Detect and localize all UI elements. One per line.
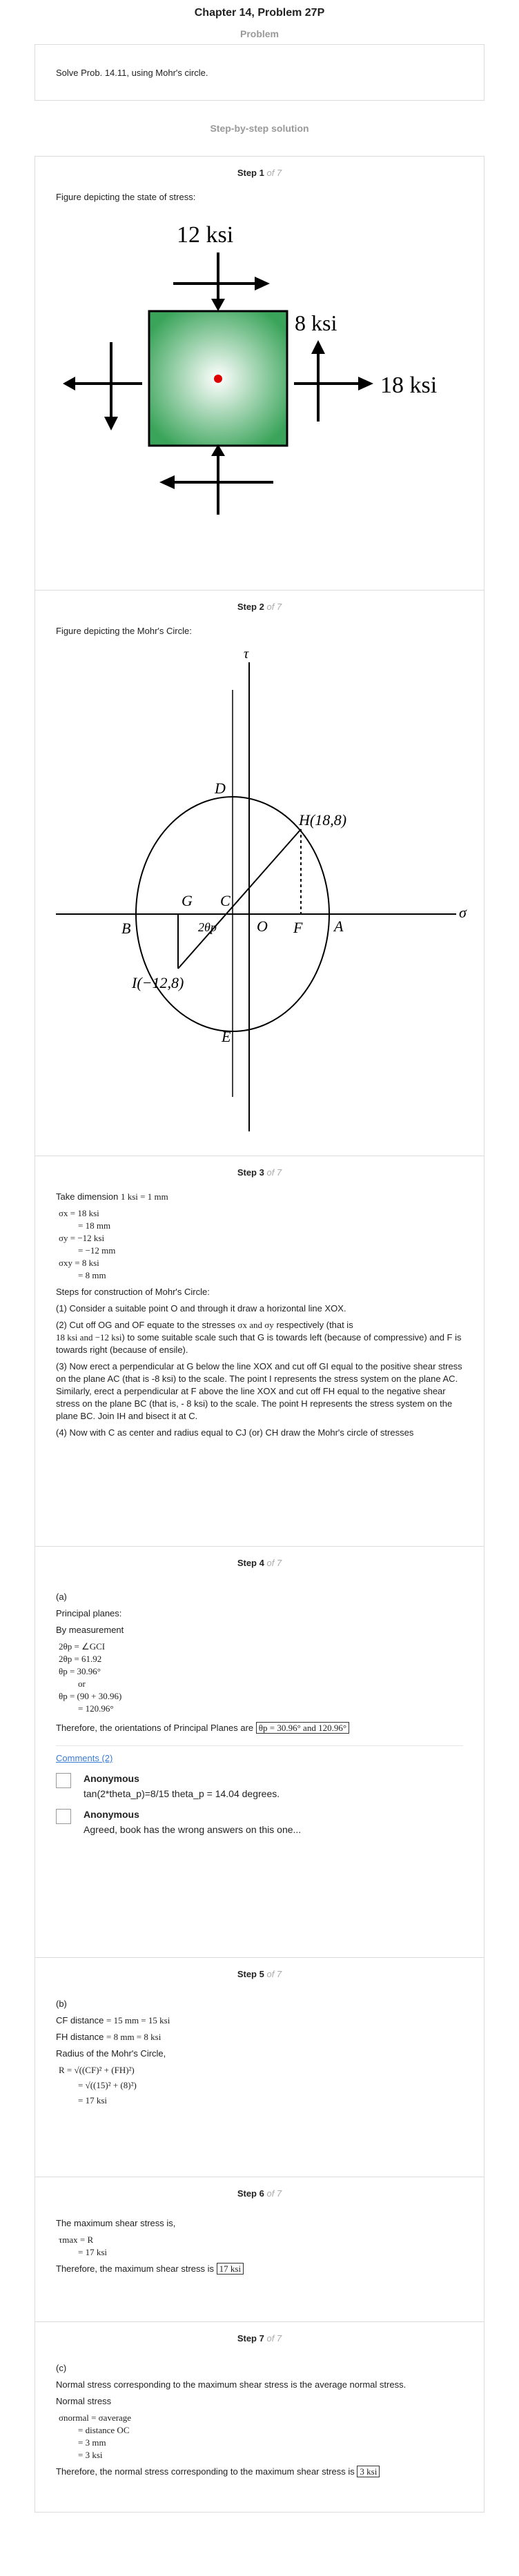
divider <box>56 1745 463 1746</box>
point-o: O <box>257 918 268 935</box>
step-label: Step 6 <box>237 2188 264 2199</box>
step-label: Step 5 <box>237 1969 264 1979</box>
comment-item <box>56 1809 463 1835</box>
sigma-label: σ <box>459 904 467 921</box>
take-dimension-math: 1 ksi = 1 mm <box>120 1191 168 1202</box>
avatar[interactable] <box>56 1773 71 1788</box>
step-2 <box>35 590 484 1156</box>
step-of: of 7 <box>266 2188 282 2199</box>
part-label: (b) <box>56 1999 67 2009</box>
tau-label: τ <box>244 646 249 662</box>
label-12ksi: 12 ksi <box>177 222 234 248</box>
equation-line: σnormal = σaverage <box>59 2412 132 2423</box>
step-of: of 7 <box>266 602 282 612</box>
step-of: of 7 <box>266 1167 282 1178</box>
equation-line: = 17 ksi <box>78 2247 108 2257</box>
step-label: Step 4 <box>237 1558 264 1568</box>
label-18ksi: 18 ksi <box>380 373 438 398</box>
label-8ksi: 8 ksi <box>295 310 337 335</box>
point-a: A <box>334 918 344 935</box>
step6-equations <box>59 2234 463 2259</box>
equation-line: σy = −12 ksi <box>59 1233 105 1243</box>
equation-line: R = √((CF)² + (FH)²) <box>59 2065 135 2075</box>
step-of: of 7 <box>266 168 282 178</box>
equation-line: or <box>78 1678 86 1689</box>
radius-label: Radius of the Mohr's Circle, <box>56 2048 166 2059</box>
point-g: G <box>182 892 193 909</box>
step-6 <box>35 2177 484 2321</box>
avatar[interactable] <box>56 1809 71 1824</box>
cf-math: = 15 mm = 15 ksi <box>106 2015 170 2025</box>
principal-planes-label: Principal planes: <box>56 1608 122 1618</box>
comment-text: tan(2*theta_p)=8/15 theta_p = 14.04 degrees. <box>84 1788 280 1799</box>
steps-title: Steps for construction of Mohr's Circle: <box>56 1287 210 1297</box>
point-f: F <box>293 919 303 936</box>
problem-label: Problem <box>239 28 279 39</box>
equation-line: = distance OC <box>78 2425 130 2435</box>
step-1 <box>35 157 484 590</box>
equation-line: = 8 mm <box>78 1270 106 1280</box>
center-dot <box>214 375 222 383</box>
step-text: Figure depicting the Mohr's Circle: <box>56 626 192 636</box>
step-3 <box>35 1156 484 1546</box>
answer-box: 3 ksi <box>357 2466 380 2477</box>
mohr-circle-figure <box>56 642 470 1138</box>
equation-line: = 3 ksi <box>78 2450 103 2460</box>
stress-element-figure <box>56 208 470 580</box>
step-of: of 7 <box>266 2333 282 2344</box>
comments-link[interactable]: Comments (2) <box>56 1753 113 1763</box>
construction-step-3: (3) Now erect a perpendicular at G below the line XOX and cut off GI equal to the positive shear stress on the plane AC (that is -8 ksi) to the scale. The point I represents the stress system on the plane AC. Similarly, erect a perpendicular at F above the line XOX and cut off FH equal to the negative shear stress on the plane BC (that is, - 8 ksi) to the scale. The point H represents the stress system on the plane BC. Join IH and bisect it at C. <box>56 1361 462 1421</box>
fh-math: = 8 mm = 8 ksi <box>106 2032 161 2042</box>
step-text: Figure depicting the state of stress: <box>56 192 196 202</box>
part-label: (c) <box>56 2363 67 2373</box>
equation-line: θp = 30.96° <box>59 1666 101 1676</box>
equation-line: σxy = 8 ksi <box>59 1258 99 1268</box>
step-text: Normal stress corresponding to the maximum shear stress is the average normal stress. <box>56 2379 407 2390</box>
construction-step-2: (2) Cut off OG and OF equate to the stresses σx and σy respectively (that is 18 ksi and −12 ksi) to some suitable scale such that G is towards left (because of compressive) and F is towards right (because of ensile). <box>56 1320 462 1355</box>
step-7 <box>35 2321 484 2512</box>
step-text: The maximum shear stress is, <box>56 2218 176 2228</box>
point-c: C <box>220 892 231 909</box>
comment-item <box>56 1773 463 1799</box>
step5-equations <box>59 2064 463 2107</box>
page-title: Chapter 14, Problem 27P <box>194 7 325 19</box>
point-e: E <box>222 1028 231 1045</box>
step-label: Step 2 <box>237 602 264 612</box>
step-label: Step 7 <box>237 2333 264 2344</box>
step-5 <box>35 1957 484 2177</box>
step-4 <box>35 1546 484 1957</box>
cf-label: CF distance <box>56 2015 104 2025</box>
equation-line: 2θp = 61.92 <box>59 1654 102 1664</box>
point-h: H(18,8) <box>299 811 347 829</box>
comment-author[interactable]: Anonymous <box>84 1809 139 1820</box>
take-dimension-text: Take dimension <box>56 1191 119 1202</box>
equation-line: = 3 mm <box>78 2437 106 2448</box>
step-label: Step 3 <box>237 1167 264 1178</box>
construction-step-1: (1) Consider a suitable point O and through it draw a horizontal line XOX. <box>56 1303 346 1314</box>
problem-card <box>35 44 484 101</box>
normal-stress-label: Normal stress <box>56 2396 112 2406</box>
equation-line: θp = (90 + 30.96) <box>59 1691 122 1701</box>
steps-card <box>35 156 484 2513</box>
point-b: B <box>121 920 131 937</box>
equation-line: = −12 mm <box>78 1245 116 1256</box>
equation-line: = 18 mm <box>78 1220 111 1231</box>
step3-equations <box>59 1207 463 1282</box>
solution-label: Step-by-step solution <box>210 123 309 134</box>
answer-line: Therefore, the normal stress corresponding to the maximum shear stress is 3 ksi <box>56 2466 463 2478</box>
problem-text: Solve Prob. 14.11, using Mohr's circle. <box>56 67 208 78</box>
equation-line: 2θp = ∠GCI <box>59 1641 106 1652</box>
step7-equations <box>59 2412 463 2461</box>
answer-box: θp = 30.96° and 120.96° <box>256 1722 349 1734</box>
equation-line: = √((15)² + (8)²) <box>78 2080 137 2090</box>
step-of: of 7 <box>266 1969 282 1979</box>
construction-step-4: (4) Now with C as center and radius equal to CJ (or) CH draw the Mohr's circle of stresses <box>56 1427 414 1438</box>
answer-box: 17 ksi <box>217 2263 244 2275</box>
step-label: Step 1 <box>237 168 264 178</box>
answer-line: Therefore, the orientations of Principal Planes are θp = 30.96° and 120.96° <box>56 1722 463 1734</box>
comment-author[interactable]: Anonymous <box>84 1773 139 1784</box>
equation-line: = 17 ksi <box>78 2095 108 2106</box>
equation-line: σx = 18 ksi <box>59 1208 99 1218</box>
equation-line: τmax = R <box>59 2235 94 2245</box>
comment-text: Agreed, book has the wrong answers on this one... <box>84 1824 302 1835</box>
step4-equations <box>59 1641 463 1715</box>
fh-label: FH distance <box>56 2032 104 2042</box>
equation-line: = 120.96° <box>78 1703 114 1714</box>
measurement-label: By measurement <box>56 1625 124 1635</box>
answer-line: Therefore, the maximum shear stress is 17 ksi <box>56 2263 463 2275</box>
two-theta-label: 2θp <box>198 920 217 934</box>
point-i: I(−12,8) <box>132 974 184 991</box>
point-d: D <box>215 780 226 797</box>
step-of: of 7 <box>266 1558 282 1568</box>
part-label: (a) <box>56 1592 67 1602</box>
